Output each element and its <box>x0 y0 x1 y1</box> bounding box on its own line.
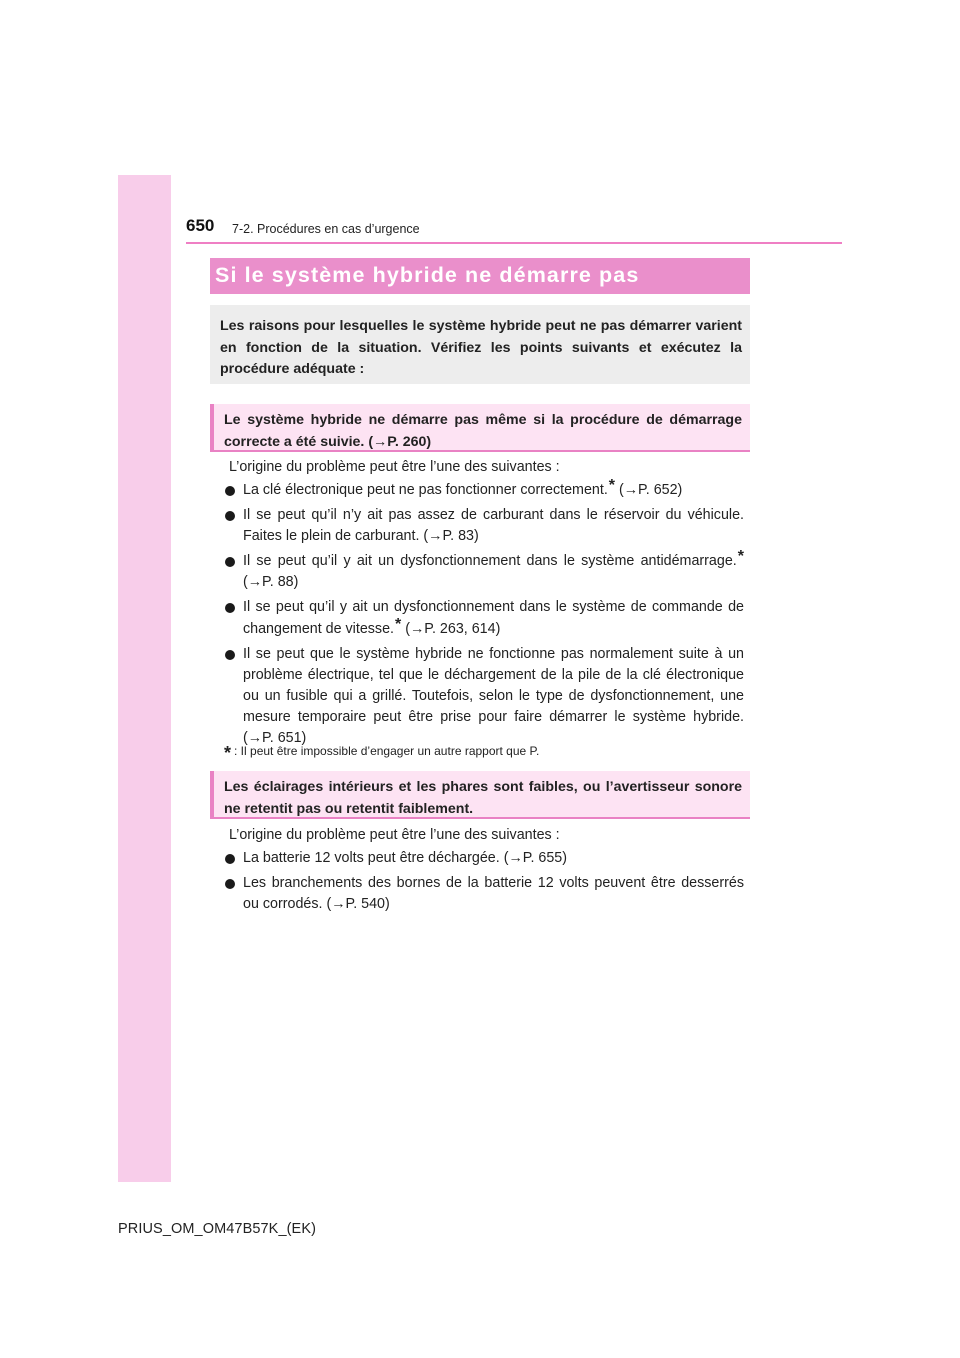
list-item <box>213 477 744 501</box>
item-text: Il se peut que le système hybride ne fonctionne pas normalement suite à un problème électrique, tel que le déchargement de la pile de la clé électronique ou un fusible qui a grillé. Toutefois, selon le type de dysfonctionnement, une mesure temporaire peut être prise pour faire démarrer le système hybride. (→P. 651) <box>243 645 744 747</box>
list-item <box>213 505 744 547</box>
document-code: PRIUS_OM_OM47B57K_(EK) <box>118 1221 317 1237</box>
item-text: La batterie 12 volts peut être déchargée. (→P. 655) <box>243 850 568 866</box>
list-item <box>213 873 744 915</box>
bullet-icon <box>225 854 235 864</box>
footnote <box>224 739 540 763</box>
list-item <box>213 597 744 639</box>
footnote-text: : Il peut être impossible d’engager un autre rapport que P. <box>234 744 540 758</box>
page-reference: (→P. 652) <box>615 482 683 498</box>
asterisk-icon: * <box>224 743 232 763</box>
item-text: La clé électronique peut ne pas fonctionner correctement. <box>243 482 608 498</box>
bullet-icon <box>225 603 235 613</box>
condition-box-2: Les éclairages intérieurs et les phares sont faibles, ou l’avertisseur sonore ne retentit pas ou retentit faiblement. <box>210 771 750 819</box>
header-rule <box>186 242 842 244</box>
cause-list-1 <box>213 477 744 753</box>
asterisk-icon: * <box>608 477 616 494</box>
bullet-icon <box>225 650 235 660</box>
item-text: Il se peut qu’il y ait un dysfonctionnement dans le système de commande de changement de vitesse. <box>243 599 744 637</box>
lead-text-2: L’origine du problème peut être l’une des suivantes : <box>229 827 560 843</box>
item-text: Il se peut qu’il y ait un dysfonctionnement dans le système antidémarrage. <box>243 553 737 570</box>
asterisk-icon: * <box>737 548 744 566</box>
chapter-side-band <box>118 175 171 1182</box>
list-item <box>213 548 744 593</box>
page-reference: (→P. 88) <box>243 574 299 591</box>
item-text: Les branchements des bornes de la batterie 12 volts peuvent être desserrés ou corrodés. (→P. 540) <box>243 875 744 913</box>
cause-list-2 <box>213 848 744 919</box>
page-title: Si le système hybride ne démarre pas <box>210 258 750 294</box>
lead-text-1: L’origine du problème peut être l’une des suivantes : <box>229 459 560 475</box>
bullet-icon <box>225 879 235 889</box>
condition-box-1: Le système hybride ne démarre pas même si la procédure de démarrage correcte a été suivie. (→P. 260) <box>210 404 750 452</box>
intro-box: Les raisons pour lesquelles le système hybride peut ne pas démarrer varient en fonction de la situation. Vérifiez les points suivants et exécutez la procédure adéquate : <box>210 305 750 384</box>
list-item <box>213 848 744 869</box>
bullet-icon <box>225 511 235 521</box>
section-path: 7-2. Procédures en cas d’urgence <box>232 222 420 236</box>
bullet-icon <box>225 557 235 567</box>
page-number: 650 <box>186 216 215 235</box>
bullet-icon <box>225 486 235 496</box>
list-item <box>213 644 744 750</box>
page-reference: (→P. 263, 614) <box>401 620 501 637</box>
asterisk-icon: * <box>395 615 402 633</box>
item-text: Il se peut qu’il n’y ait pas assez de carburant dans le réservoir du véhicule. Faites le plein de carburant. (→P. 83) <box>243 507 744 545</box>
